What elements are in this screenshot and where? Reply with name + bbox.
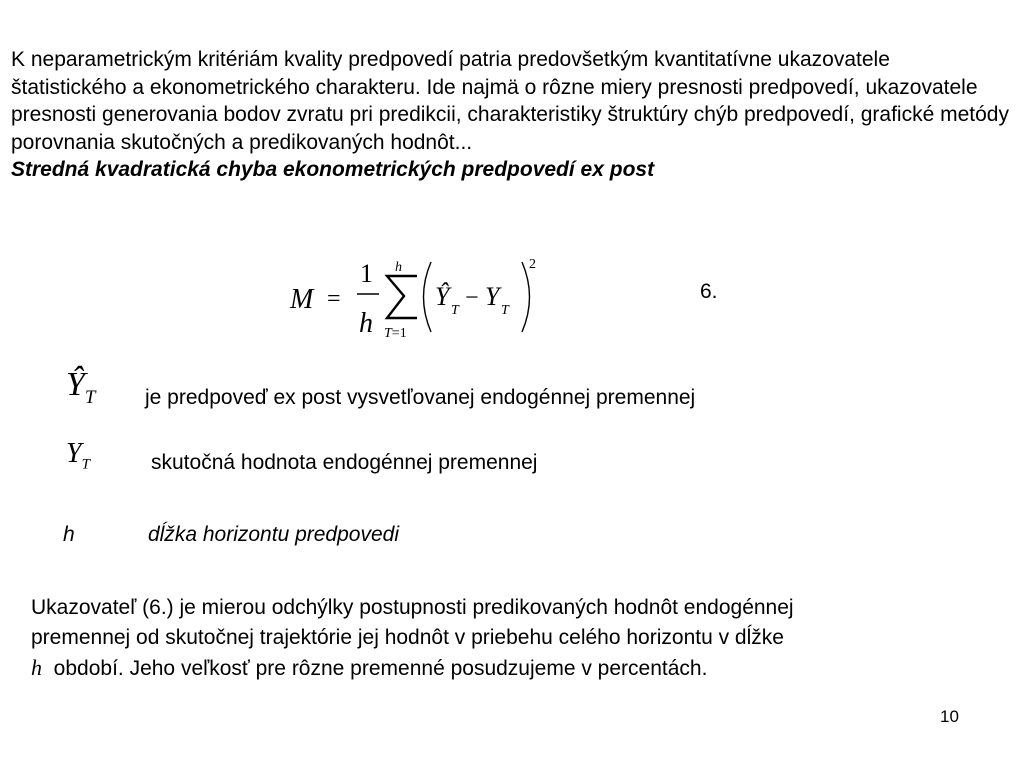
formula-term-yhat-sub: T	[451, 303, 459, 318]
definition-symbol-yhat: $Ŷ_T$	[66, 366, 96, 408]
conclusion-line-1: Ukazovateľ (6.) je mierou odchýlky postupnosti predikovaných hodnôt endogénnej	[31, 596, 794, 619]
mse-formula	[285, 250, 555, 345]
definition-symbol-h: h	[63, 523, 75, 546]
formula-equals: =	[327, 286, 341, 312]
definition-text-y: skutočná hodnota endogénnej premennej	[151, 451, 538, 474]
definition-symbol-y: $Y_T$	[66, 438, 90, 473]
right-paren	[522, 262, 530, 332]
formula-term-yhat: Ŷ	[435, 282, 450, 311]
page-number: 10	[940, 707, 959, 726]
formula-numerator: 1	[360, 259, 373, 288]
conclusion-block	[31, 593, 991, 684]
formula-exponent: 2	[529, 257, 536, 272]
conclusion-line-3	[31, 653, 991, 684]
formula-term-y: Y	[485, 282, 500, 311]
formula-denominator: h	[359, 308, 373, 339]
sum-sign	[387, 276, 417, 318]
definition-text-h: dĺžka horizontu predpovedi	[148, 523, 399, 546]
sum-lower-limit: T=1	[384, 326, 407, 341]
formula-minus: −	[465, 285, 479, 311]
conclusion-line-3-text: období. Jeho veľkosť pre rôzne premenné posudzujeme v percentách.	[53, 657, 708, 680]
left-paren	[424, 262, 432, 332]
equation-number: 6.	[700, 280, 718, 303]
intro-paragraph: K neparametrickým kritériám kvality predpovedí patria predovšetkým kvantitatívne ukazovatele štatistického a ekonometrického charakteru. Ide najmä o rôzne miery presnosti predpovedí, ukazovatele presnosti generovania bodov zvratu pri predikcii, charakteristiky štruktúry chýb predpovedí, grafické metódy porovnania skutočných a predikovaných hodnôt...	[11, 48, 1009, 154]
formula-term-y-sub: T	[501, 303, 509, 318]
definition-text-yhat: je predpoveď ex post vysvetľovanej endogénnej premennej	[145, 386, 696, 409]
sum-upper-limit: h	[395, 260, 402, 275]
conclusion-line-2: premennej od skutočnej trajektórie jej hodnôt v priebehu celého horizontu v dĺžke	[31, 626, 784, 649]
section-heading: Stredná kvadratická chyba ekonometrických predpovedí ex post	[11, 158, 655, 181]
formula-lhs: M	[290, 284, 314, 315]
conclusion-symbol-h: h	[31, 655, 42, 680]
intro-block	[11, 46, 1011, 184]
